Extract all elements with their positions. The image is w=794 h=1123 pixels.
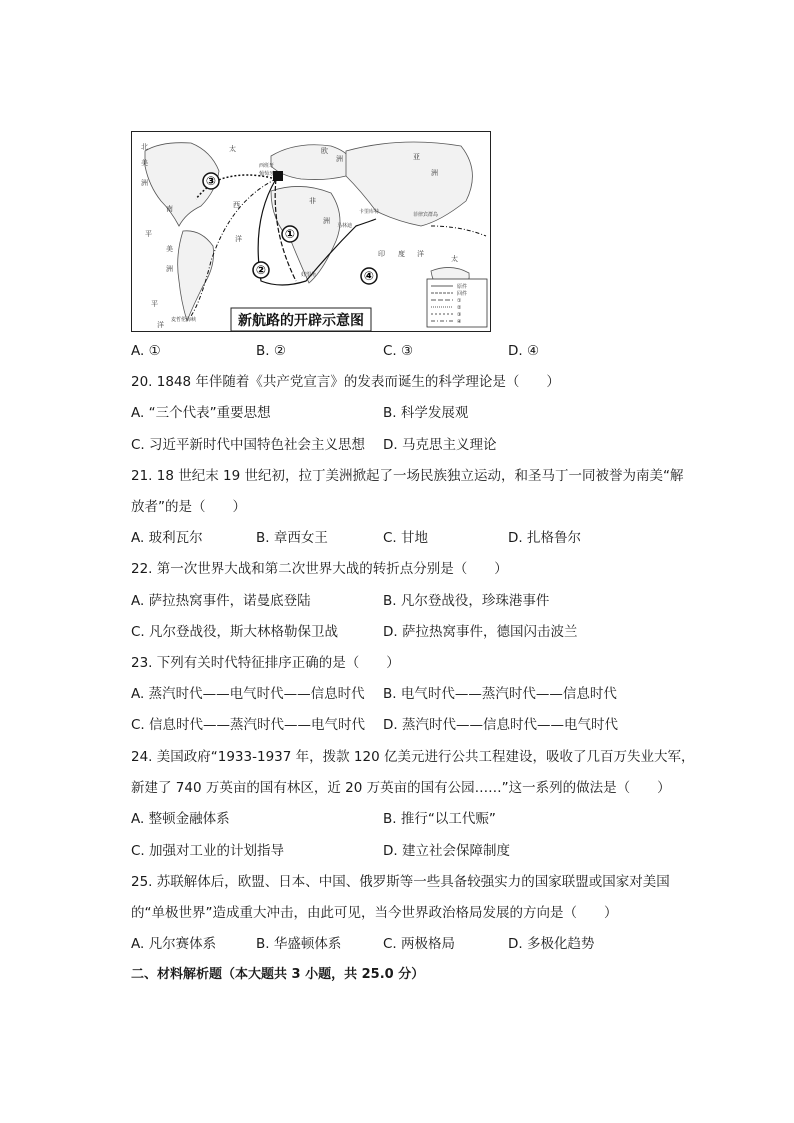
q22-option-b[interactable]: B. 凡尔登战役，珍珠港事件 — [383, 593, 550, 609]
map-label-north: 北 — [141, 143, 148, 151]
section-2-heading: 二、材料解析题（本大题共 3 小题，共 25.0 分） — [131, 967, 425, 982]
q21-option-b[interactable]: B. 章西女王 — [256, 530, 328, 546]
q22-option-c[interactable]: C. 凡尔登战役，斯大林格勒保卫战 — [131, 624, 339, 640]
map-label-cape: 好望角 — [301, 272, 317, 278]
map-label-africa-1: 非 — [309, 197, 316, 205]
q25-stem-line1: 25. 苏联解体后，欧盟、日本、中国、俄罗斯等一些具备较强实力的国家联盟或国家对美国 — [131, 874, 670, 890]
q25-option-d[interactable]: D. 多极化趋势 — [508, 936, 595, 952]
map-label-africa-2: 洲 — [323, 217, 330, 225]
q24-option-c[interactable]: C. 加强对工业的计划指导 — [131, 843, 285, 859]
legend-item-6: ④ — [457, 319, 462, 325]
map-label-indian-3: 洋 — [417, 250, 424, 258]
q22-stem: 22. 第一次世界大战和第二次世界大战的转折点分别是（ ） — [131, 561, 508, 577]
q20-option-b[interactable]: B. 科学发展观 — [383, 405, 469, 421]
q20-stem: 20. 1848 年伴随着《共产党宣言》的发表而诞生的科学理论是（ ） — [131, 374, 560, 390]
map-label-asia-2: 洲 — [431, 169, 438, 177]
q19-option-a[interactable]: A. ① — [131, 343, 161, 359]
map-label-atlantic-2: 西 — [233, 201, 240, 209]
map-label-ocean-2: 洋 — [157, 321, 164, 329]
map-label-atlantic-1: 太 — [229, 145, 236, 153]
q25-option-c[interactable]: C. 两极格局 — [383, 936, 456, 952]
map-title: 新航路的开辟示意图 — [238, 313, 364, 329]
legend-item-3: ① — [457, 298, 462, 304]
map-label-south-america: 美 — [166, 245, 173, 253]
q21-option-d[interactable]: D. 扎格鲁尔 — [508, 530, 581, 546]
q20-option-c[interactable]: C. 习近平新时代中国特色社会主义思想 — [131, 437, 366, 453]
map-label-south: 南 — [166, 205, 173, 213]
q23-option-c[interactable]: C. 信息时代——蒸汽时代——电气时代 — [131, 717, 366, 733]
q21-stem-line1: 21. 18 世纪末 19 世纪初，拉丁美洲掀起了一场民族独立运动，和圣马丁一同被誉为南美“解 — [131, 468, 684, 484]
legend-item-2: 回件 — [457, 291, 468, 297]
map-label-philippines: 菲律宾群岛 — [413, 212, 439, 218]
new-sea-routes-map — [131, 131, 491, 332]
route-2-label: ② — [255, 263, 267, 277]
q25-option-b[interactable]: B. 华盛顿体系 — [256, 936, 342, 952]
map-label-indian-2: 度 — [398, 250, 405, 258]
q24-option-d[interactable]: D. 建立社会保障制度 — [383, 843, 510, 859]
map-label-malindi: 马林迪 — [337, 223, 353, 229]
q20-option-a[interactable]: A. “三个代表”重要思想 — [131, 405, 271, 421]
q20-option-d[interactable]: D. 马克思主义理论 — [383, 437, 497, 453]
q21-stem-line2: 放者”的是（ ） — [131, 499, 246, 515]
map-label-indian-1: 印 — [378, 250, 385, 258]
map-label-south-continent: 洲 — [166, 265, 173, 273]
q25-stem-line2: 的“单极世界”造成重大冲击，由此可见，当今世界政治格局发展的方向是（ ） — [131, 905, 618, 921]
map-label-america: 美 — [141, 159, 148, 167]
map-label-spain: 西班牙 — [259, 163, 275, 169]
legend-item-1: 原件 — [457, 284, 468, 290]
map-label-europe-2: 洲 — [336, 155, 343, 163]
q23-option-b[interactable]: B. 电气时代——蒸汽时代——信息时代 — [383, 686, 617, 702]
q19-option-d[interactable]: D. ④ — [508, 343, 540, 359]
q24-stem-line2: 新建了 740 万英亩的国有林区，近 20 万英亩的国有公园……”这一系列的做法是（ ） — [131, 780, 671, 796]
route-3-label: ③ — [205, 174, 217, 188]
map-label-pacific-2: 平 — [151, 300, 158, 308]
q23-option-d[interactable]: D. 蒸汽时代——信息时代——电气时代 — [383, 717, 618, 733]
q24-option-b[interactable]: B. 推行“以工代赈” — [383, 811, 496, 827]
q23-option-a[interactable]: A. 蒸汽时代——电气时代——信息时代 — [131, 686, 365, 702]
map-label-pacific-1: 平 — [145, 230, 152, 238]
map-label-magellan: 麦哲伦海峡 — [171, 317, 197, 323]
legend-item-5: ③ — [457, 312, 462, 318]
map-label-portugal: 葡萄牙 — [259, 171, 275, 177]
q22-option-d[interactable]: D. 萨拉热窝事件，德国闪击波兰 — [383, 624, 578, 640]
legend-item-4: ② — [457, 305, 462, 311]
route-1-label: ① — [284, 227, 296, 241]
q21-option-c[interactable]: C. 甘地 — [383, 530, 429, 546]
map-label-continent: 洲 — [141, 179, 148, 187]
q23-stem: 23. 下列有关时代特征排序正确的是（ ） — [131, 655, 400, 671]
q25-option-a[interactable]: A. 凡尔赛体系 — [131, 936, 217, 952]
map-label-asia-1: 亚 — [413, 153, 420, 161]
q22-option-a[interactable]: A. 萨拉热窝事件，诺曼底登陆 — [131, 593, 311, 609]
q24-stem-line1: 24. 美国政府“1933-1937 年，拨款 120 亿美元进行公共工程建设，吸收了几百万失业大军， — [131, 749, 695, 765]
map-label-ocean-1: 洋 — [235, 235, 242, 243]
q19-option-c[interactable]: C. ③ — [383, 343, 414, 359]
q24-option-a[interactable]: A. 整顿金融体系 — [131, 811, 230, 827]
route-4-label: ④ — [363, 269, 375, 283]
map-label-calicut: 卡里库特 — [359, 209, 380, 215]
map-label-europe-1: 欧 — [321, 147, 328, 155]
q21-option-a[interactable]: A. 玻利瓦尔 — [131, 530, 203, 546]
q19-option-b[interactable]: B. ② — [256, 343, 286, 359]
map-label-pacific-east: 太 — [451, 255, 458, 263]
